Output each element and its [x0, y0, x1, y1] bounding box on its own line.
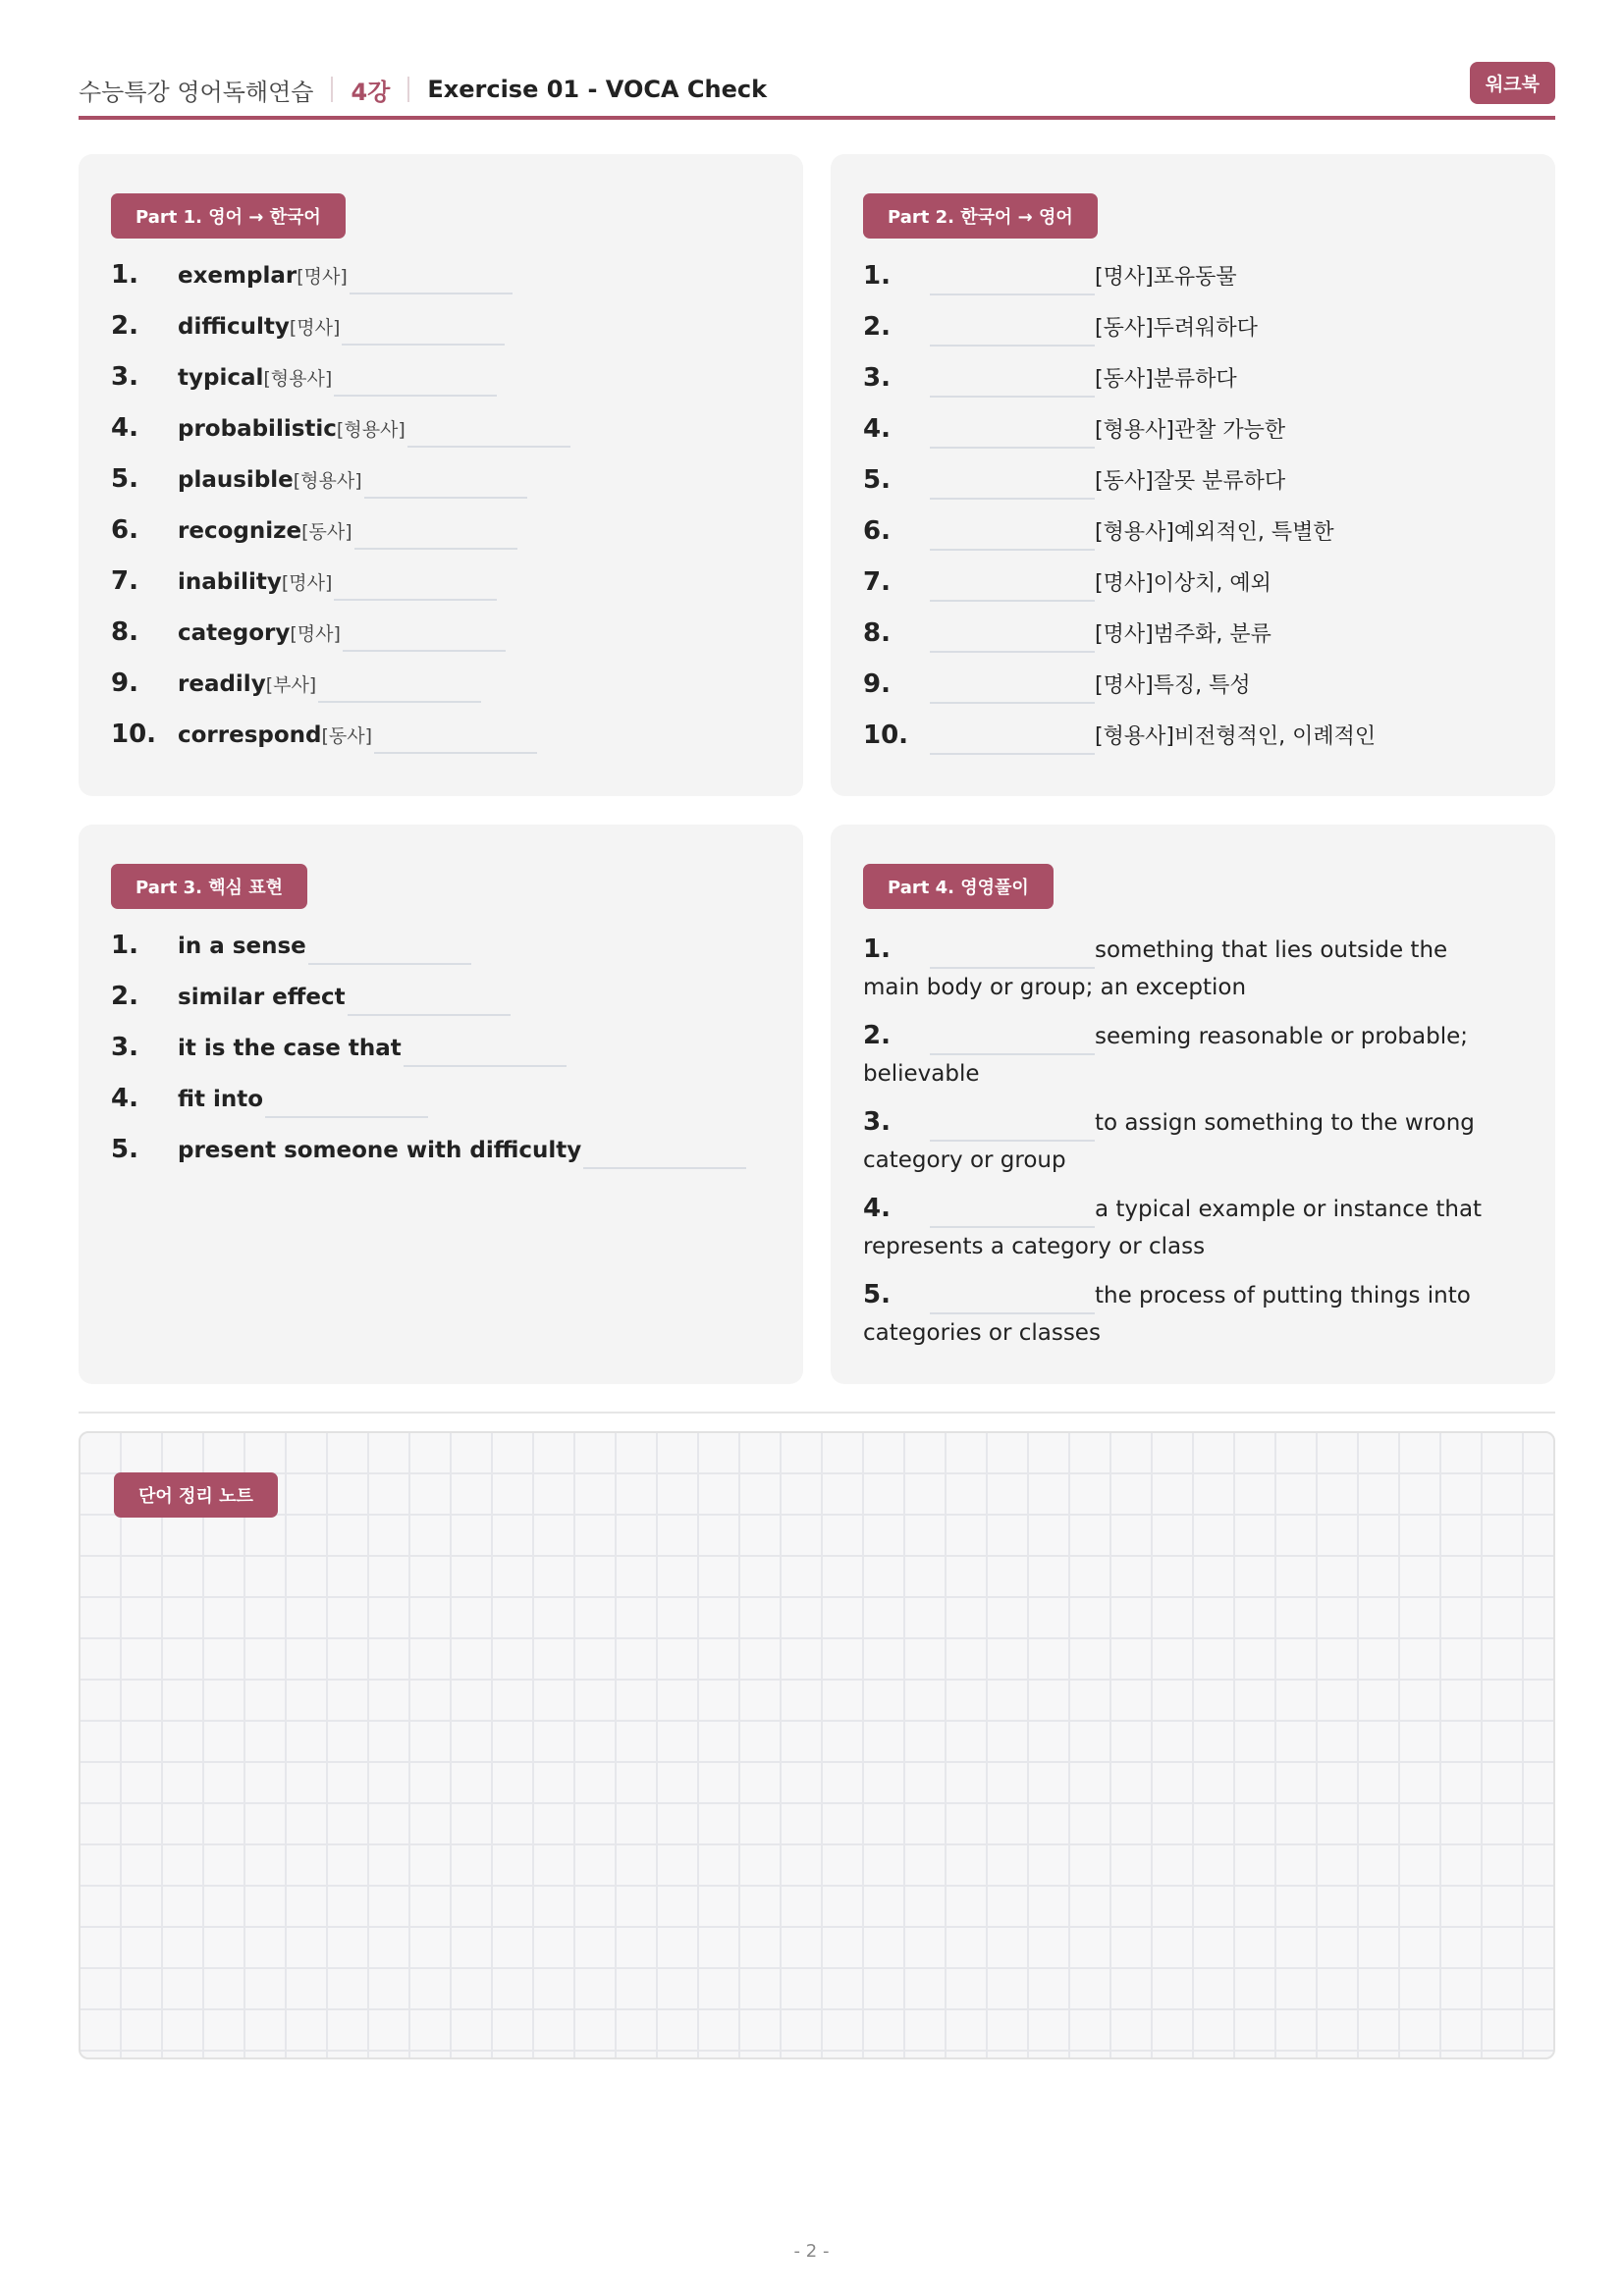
list-item	[111, 464, 774, 515]
item-pos: [명사]	[281, 572, 333, 594]
item-pos: [명사]	[297, 266, 348, 288]
note-label: 단어 정리 노트	[114, 1472, 278, 1518]
item-word: typical	[178, 365, 264, 391]
answer-blank[interactable]	[930, 600, 1095, 602]
answer-blank[interactable]	[407, 446, 570, 448]
item-number: 2.	[111, 311, 138, 341]
item-number: 3.	[111, 362, 138, 392]
answer-blank[interactable]	[374, 752, 537, 754]
item-number: 4.	[111, 413, 138, 443]
item-meaning: [명사]범주화, 분류	[1095, 622, 1271, 647]
header-separator	[331, 77, 333, 102]
item-number: 2.	[863, 1021, 891, 1050]
list-item	[863, 1276, 1487, 1352]
item-meaning: [명사]이상치, 예외	[1095, 571, 1271, 596]
item-meaning: [형용사]관찰 가능한	[1095, 418, 1286, 443]
exercise-title: Exercise 01 - VOCA Check	[427, 76, 768, 103]
answer-blank[interactable]	[930, 967, 1095, 969]
answer-blank[interactable]	[930, 1226, 1095, 1228]
item-meaning: [명사]포유동물	[1095, 265, 1237, 290]
item-number: 3.	[863, 363, 891, 393]
item-word: plausible	[178, 467, 294, 493]
item-word: probabilistic	[178, 416, 337, 442]
item-number: 4.	[863, 1194, 891, 1223]
workbook-badge: 워크북	[1470, 62, 1555, 104]
answer-blank[interactable]	[343, 650, 506, 652]
answer-blank[interactable]	[342, 344, 505, 346]
vocab-note-grid[interactable]	[79, 1431, 1555, 2059]
part1-list	[111, 260, 774, 771]
list-item	[111, 668, 774, 720]
item-pos: [명사]	[290, 623, 341, 645]
item-word: recognize	[178, 518, 302, 544]
page-number: - 2 -	[793, 2241, 830, 2262]
item-word: inability	[178, 569, 282, 595]
item-phrase: fit into	[178, 1087, 264, 1112]
answer-blank[interactable]	[318, 701, 481, 703]
lesson-number: 4강	[351, 78, 391, 106]
answer-blank[interactable]	[930, 345, 1095, 347]
header-separator	[407, 77, 409, 102]
answer-blank[interactable]	[930, 447, 1095, 449]
list-item	[111, 1033, 774, 1084]
item-pos: [명사]	[289, 317, 341, 339]
part3-list	[111, 931, 774, 1186]
item-word: exemplar	[178, 263, 298, 289]
book-title: 수능특강 영어독해연습	[79, 78, 314, 106]
answer-blank[interactable]	[930, 1312, 1095, 1314]
item-number: 6.	[863, 516, 891, 546]
item-meaning: [형용사]비전형적인, 이례적인	[1095, 724, 1377, 749]
answer-blank[interactable]	[350, 293, 513, 294]
item-pos: [형용사]	[263, 368, 333, 390]
answer-blank[interactable]	[930, 702, 1095, 704]
part4-list	[863, 931, 1487, 1362]
part2-label: Part 2. 한국어 → 영어	[863, 193, 1098, 239]
list-item	[863, 566, 1526, 617]
item-number: 5.	[111, 464, 138, 494]
item-number: 6.	[111, 515, 138, 545]
item-definition: the process of putting things into categories or classes	[863, 1283, 1471, 1346]
item-number: 4.	[111, 1084, 138, 1113]
item-word: readily	[178, 671, 266, 697]
item-word: difficulty	[178, 314, 290, 340]
item-number: 5.	[863, 465, 891, 495]
list-item	[111, 1135, 774, 1186]
item-number: 3.	[863, 1107, 891, 1137]
item-pos: [형용사]	[336, 419, 406, 441]
list-item	[111, 1084, 774, 1135]
answer-blank[interactable]	[354, 548, 517, 550]
item-meaning: [명사]특징, 특성	[1095, 673, 1251, 698]
answer-blank[interactable]	[404, 1065, 567, 1067]
list-item	[111, 566, 774, 617]
item-number: 1.	[863, 934, 891, 964]
answer-blank[interactable]	[930, 1053, 1095, 1055]
list-item	[863, 1190, 1487, 1265]
part4-label: Part 4. 영영풀이	[863, 864, 1054, 909]
item-number: 8.	[863, 618, 891, 648]
answer-blank[interactable]	[930, 498, 1095, 500]
answer-blank[interactable]	[930, 294, 1095, 295]
part3-card	[79, 825, 803, 1384]
answer-blank[interactable]	[930, 549, 1095, 551]
item-definition: a typical example or instance that represents a category or class	[863, 1197, 1483, 1259]
list-item	[863, 413, 1526, 464]
list-item	[111, 617, 774, 668]
item-number: 9.	[111, 668, 138, 698]
answer-blank[interactable]	[930, 753, 1095, 755]
item-number: 4.	[863, 414, 891, 444]
item-definition: to assign something to the wrong category or group	[863, 1110, 1475, 1173]
item-meaning: [동사]잘못 분류하다	[1095, 469, 1286, 494]
item-number: 1.	[111, 260, 138, 290]
answer-blank[interactable]	[265, 1116, 428, 1118]
answer-blank[interactable]	[583, 1167, 746, 1169]
list-item	[863, 668, 1526, 720]
answer-blank[interactable]	[364, 497, 527, 499]
item-definition: seeming reasonable or probable; believable	[863, 1024, 1468, 1087]
item-number: 3.	[111, 1033, 138, 1062]
item-number: 7.	[111, 566, 138, 596]
item-pos: [동사]	[321, 725, 373, 747]
part1-label: Part 1. 영어 → 한국어	[111, 193, 346, 239]
item-number: 8.	[111, 617, 138, 647]
list-item	[863, 931, 1487, 1006]
answer-blank[interactable]	[930, 651, 1095, 653]
part4-card	[831, 825, 1555, 1384]
list-item	[863, 311, 1526, 362]
answer-blank[interactable]	[348, 1014, 511, 1016]
item-meaning: [동사]분류하다	[1095, 367, 1237, 392]
item-pos: [형용사]	[293, 470, 362, 492]
part2-list	[863, 260, 1526, 771]
list-item	[111, 362, 774, 413]
item-number: 2.	[111, 982, 138, 1011]
list-item	[111, 982, 774, 1033]
item-phrase: similar effect	[178, 985, 346, 1010]
item-pos: [동사]	[301, 521, 352, 543]
part3-label: Part 3. 핵심 표현	[111, 864, 307, 909]
answer-blank[interactable]	[930, 1140, 1095, 1142]
item-number: 5.	[863, 1280, 891, 1309]
item-number: 10.	[111, 720, 157, 749]
item-number: 5.	[111, 1135, 138, 1164]
item-phrase: it is the case that	[178, 1036, 402, 1061]
list-item	[863, 515, 1526, 566]
item-phrase: in a sense	[178, 934, 306, 959]
list-item	[863, 260, 1526, 311]
answer-blank[interactable]	[334, 395, 497, 397]
item-word: correspond	[178, 722, 322, 748]
answer-blank[interactable]	[930, 396, 1095, 398]
section-divider	[79, 1412, 1555, 1414]
item-definition: something that lies outside the main body or group; an exception	[863, 937, 1448, 1000]
list-item	[111, 311, 774, 362]
list-item	[863, 1103, 1487, 1179]
list-item	[111, 260, 774, 311]
list-item	[111, 931, 774, 982]
item-number: 1.	[111, 931, 138, 960]
list-item	[111, 413, 774, 464]
part1-card	[79, 154, 803, 796]
list-item	[863, 617, 1526, 668]
item-phrase: present someone with difficulty	[178, 1138, 582, 1163]
item-number: 2.	[863, 312, 891, 342]
list-item	[111, 720, 774, 771]
header-rule	[79, 116, 1555, 120]
item-number: 10.	[863, 721, 909, 750]
list-item	[863, 464, 1526, 515]
item-word: category	[178, 620, 291, 646]
item-pos: [부사]	[265, 674, 317, 696]
answer-blank[interactable]	[308, 963, 471, 965]
list-item	[863, 720, 1526, 771]
list-item	[863, 362, 1526, 413]
part2-card	[831, 154, 1555, 796]
item-number: 9.	[863, 669, 891, 699]
answer-blank[interactable]	[334, 599, 497, 601]
list-item	[111, 515, 774, 566]
item-number: 1.	[863, 261, 891, 291]
page-header	[79, 61, 1555, 118]
list-item	[863, 1017, 1487, 1093]
item-number: 7.	[863, 567, 891, 597]
item-meaning: [동사]두려워하다	[1095, 316, 1258, 341]
item-meaning: [형용사]예외적인, 특별한	[1095, 520, 1334, 545]
